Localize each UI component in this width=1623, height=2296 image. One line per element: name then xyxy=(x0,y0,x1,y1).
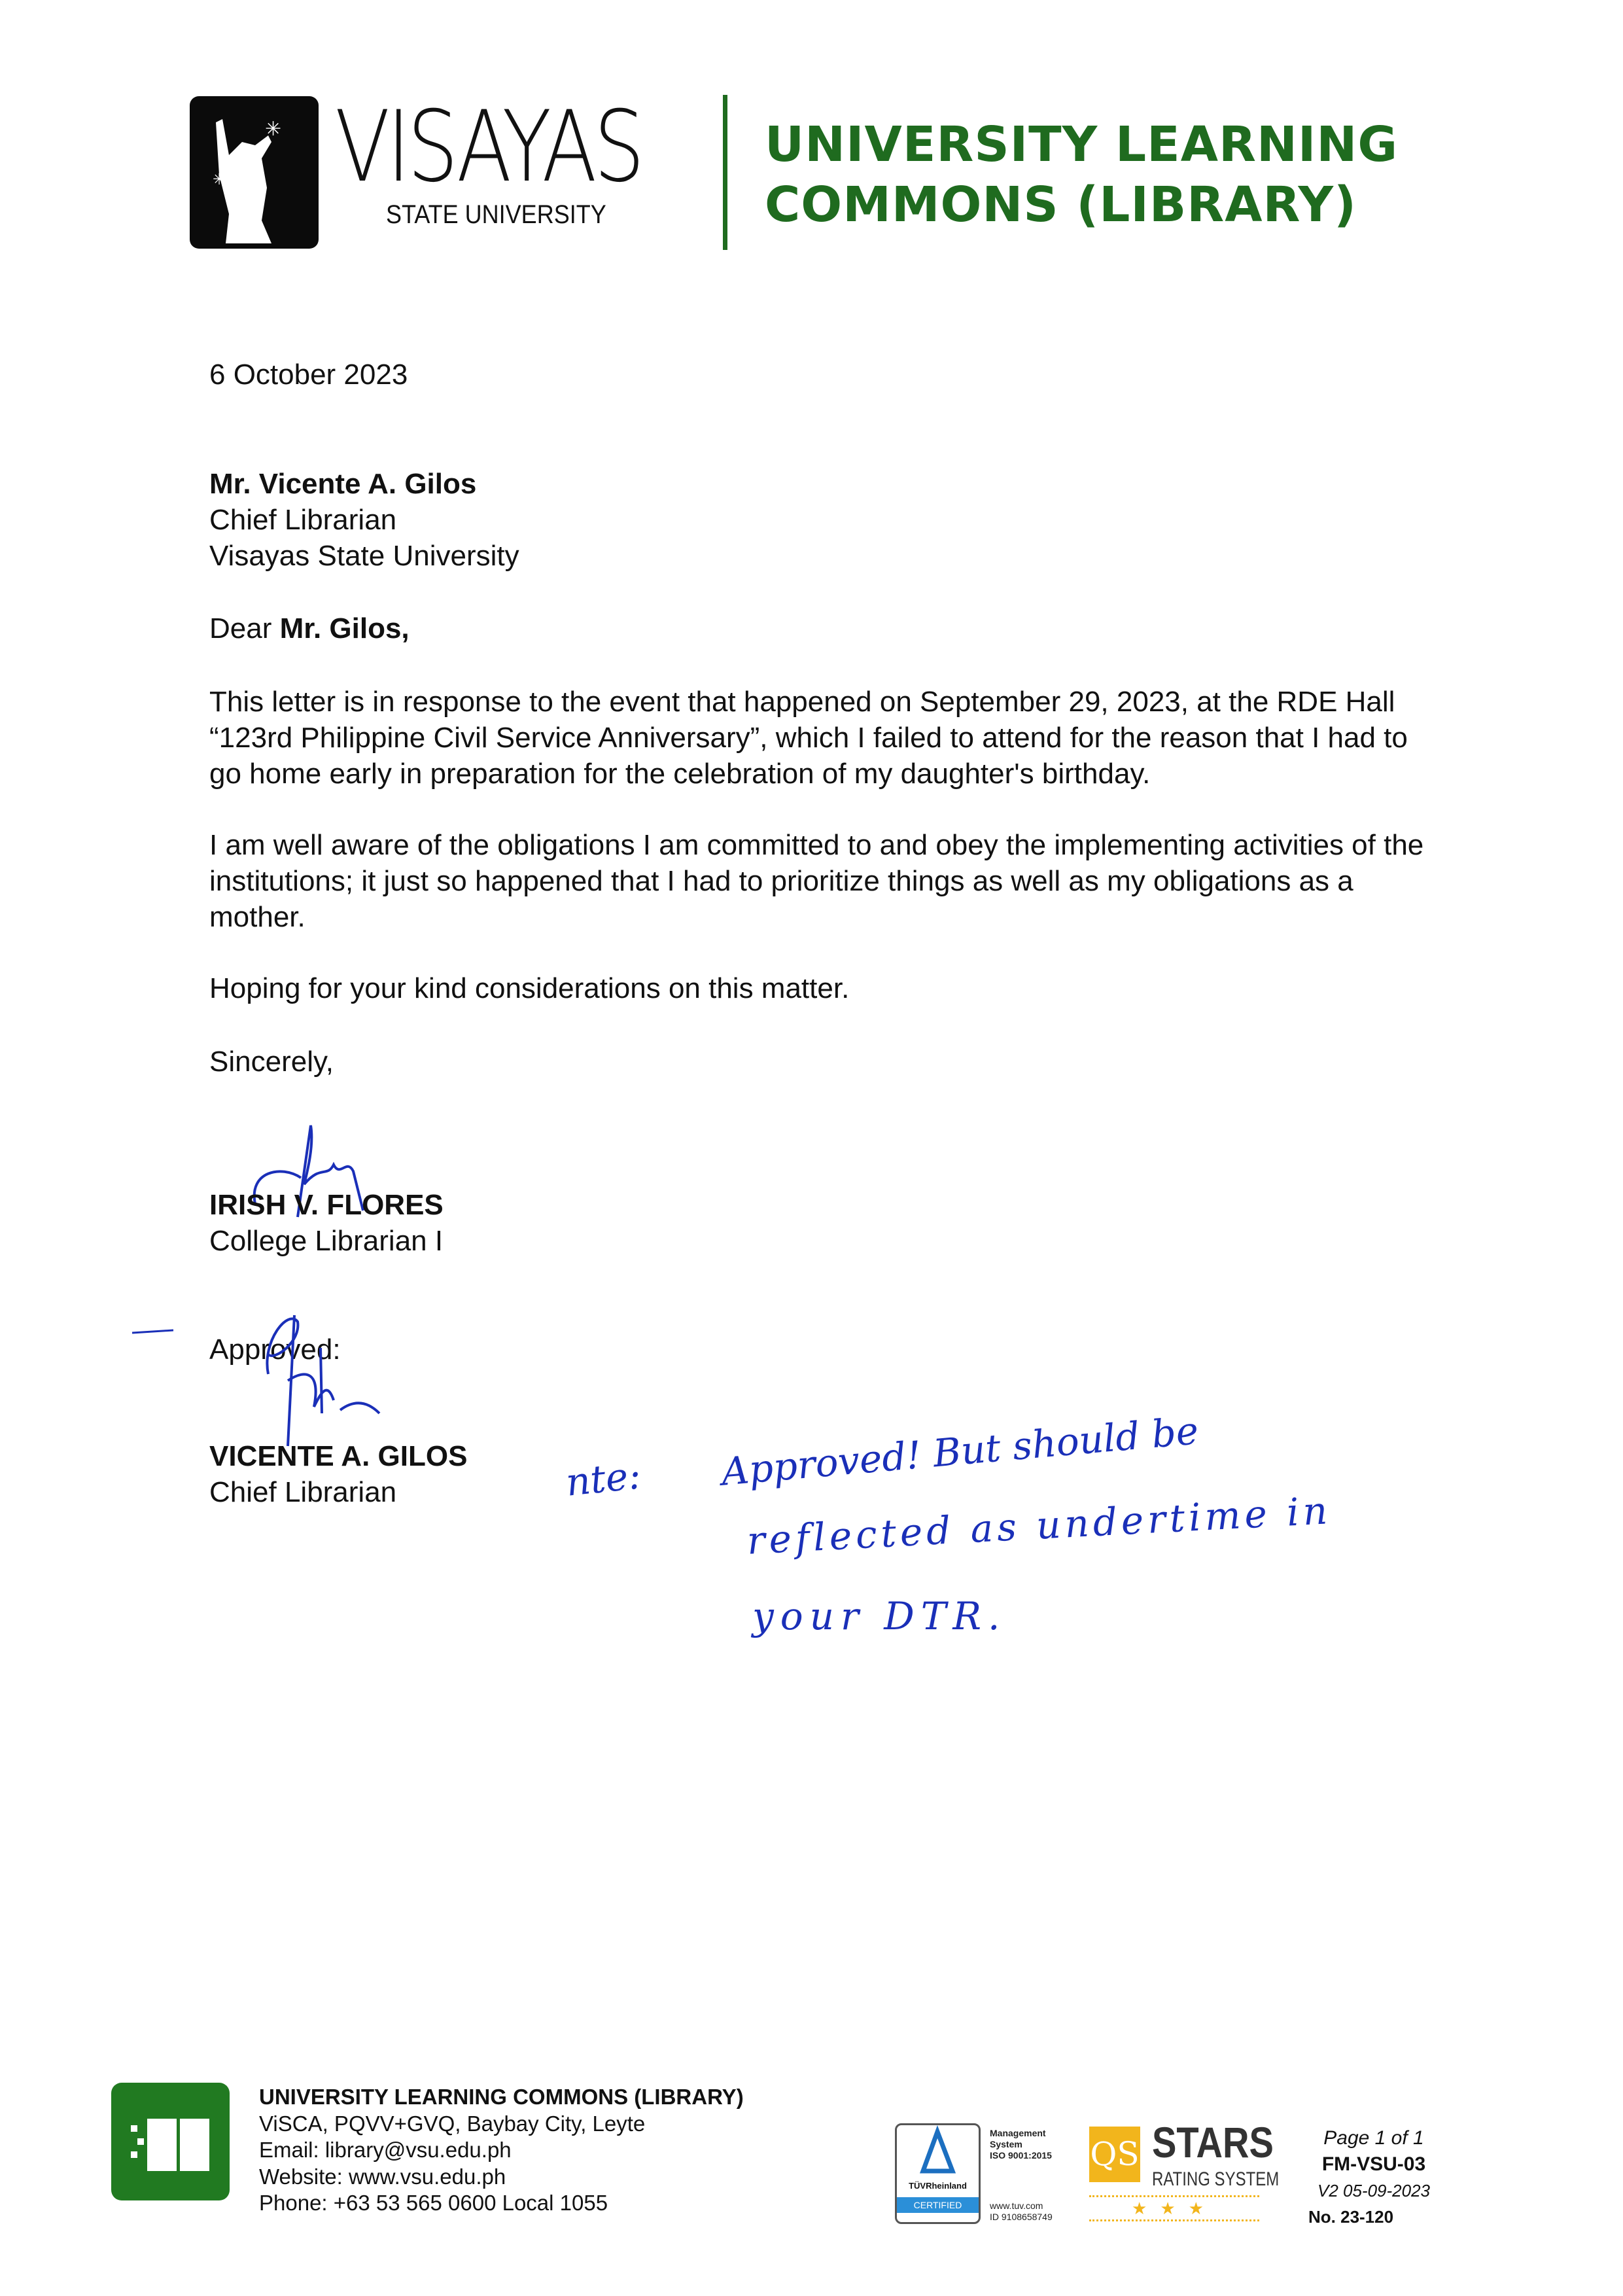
approver-name: VICENTE A. GILOS xyxy=(209,1440,468,1472)
approval-label: Approved: xyxy=(209,1333,341,1366)
svg-text:✳: ✳ xyxy=(213,171,226,188)
mgmt-line3: ISO 9001:2015 xyxy=(990,2150,1052,2161)
mgmt-line2: System xyxy=(990,2139,1022,2149)
document-control-info xyxy=(1308,2125,1439,2230)
form-version: V2 05-09-2023 xyxy=(1317,2181,1431,2200)
library-book-icon xyxy=(111,2083,230,2200)
recipient-title: Chief Librarian xyxy=(209,504,397,536)
salutation-name: Mr. Gilos, xyxy=(279,612,410,645)
document-number: No. 23-120 xyxy=(1308,2207,1394,2227)
university-wordmark: VISAYAS xyxy=(335,90,642,204)
recipient-organization: Visayas State University xyxy=(209,540,519,572)
form-code: FM-VSU-03 xyxy=(1321,2153,1426,2175)
star-rating-icons: ★★★ xyxy=(1089,2195,1259,2221)
vsu-logo xyxy=(190,96,319,249)
office-title xyxy=(765,115,1398,235)
mgmt-line5: ID 9108658749 xyxy=(990,2212,1053,2222)
footer-contact xyxy=(259,2084,744,2217)
recipient-block xyxy=(209,466,519,574)
footer-office: UNIVERSITY LEARNING COMMONS (LIBRARY) xyxy=(259,2085,744,2109)
pen-mark xyxy=(131,1325,177,1338)
salutation xyxy=(209,610,410,646)
footer-email[interactable]: Email: library@vsu.edu.ph xyxy=(259,2138,512,2162)
signatory-title: College Librarian I xyxy=(209,1225,444,1257)
tuv-triangle-icon xyxy=(897,2125,979,2178)
signature-gilos xyxy=(249,1302,393,1453)
paragraph-2: I am well aware of the obligations I am committed to and obey the implementing activities of the institutions; it just so happened that I had to prioritize things as well as my obligations as a mother. xyxy=(209,829,1424,933)
footer-website[interactable]: Website: www.vsu.edu.ph xyxy=(259,2164,506,2189)
tuv-certification-badge xyxy=(895,2123,981,2224)
paragraph-1: This letter is in response to the event that happened on September 29, 2023, at the RDE Hall “123rd Philippine Civil Service Anniversary”, which I failed to attend for the reason that I had to go home early in preparation for the celebration of my daughter's birthday. xyxy=(209,686,1408,790)
approver-block xyxy=(209,1438,467,1510)
salutation-prefix: Dear xyxy=(209,612,280,645)
qs-logo: QS xyxy=(1089,2127,1140,2182)
handwritten-note-line1: Approved! But should be xyxy=(720,1408,1200,1494)
office-title-line1: UNIVERSITY LEARNING xyxy=(765,116,1399,173)
paragraph-3: Hoping for your kind considerations on this matter. xyxy=(209,972,850,1004)
page-number: Page 1 of 1 xyxy=(1323,2127,1424,2149)
signatory-name: IRISH V. FLORES xyxy=(209,1189,444,1221)
university-subtitle: STATE UNIVERSITY xyxy=(386,200,606,229)
footer-phone: Phone: +63 53 565 0600 Local 1055 xyxy=(259,2191,608,2215)
tuv-certified: CERTIFIED xyxy=(897,2197,979,2213)
header-divider xyxy=(723,95,727,250)
handwritten-note-line2: reflected as undertime in xyxy=(746,1488,1333,1563)
mgmt-line1: Management xyxy=(990,2128,1046,2138)
closing: Sincerely, xyxy=(209,1046,334,1078)
footer-address: ViSCA, PQVV+GVQ, Baybay City, Leyte xyxy=(259,2111,646,2136)
qs-stars-label: STARS xyxy=(1152,2118,1274,2166)
management-system-info xyxy=(990,2128,1053,2223)
tuv-brand: TÜVRheinland xyxy=(909,2181,967,2191)
recipient-name: Mr. Vicente A. Gilos xyxy=(209,468,477,500)
handwritten-note-label: nte: xyxy=(563,1453,643,1505)
mgmt-line4: www.tuv.com xyxy=(990,2200,1043,2211)
approver-title: Chief Librarian xyxy=(209,1476,397,1508)
qs-rating-label: RATING SYSTEM xyxy=(1152,2168,1280,2190)
oblation-figure-icon xyxy=(190,96,319,249)
letter-date: 6 October 2023 xyxy=(209,359,408,391)
office-title-line2: COMMONS (LIBRARY) xyxy=(765,177,1357,233)
svg-text:✳: ✳ xyxy=(265,118,282,140)
handwritten-note-line3: your DTR. xyxy=(752,1594,1007,1638)
signatory-block xyxy=(209,1187,444,1259)
